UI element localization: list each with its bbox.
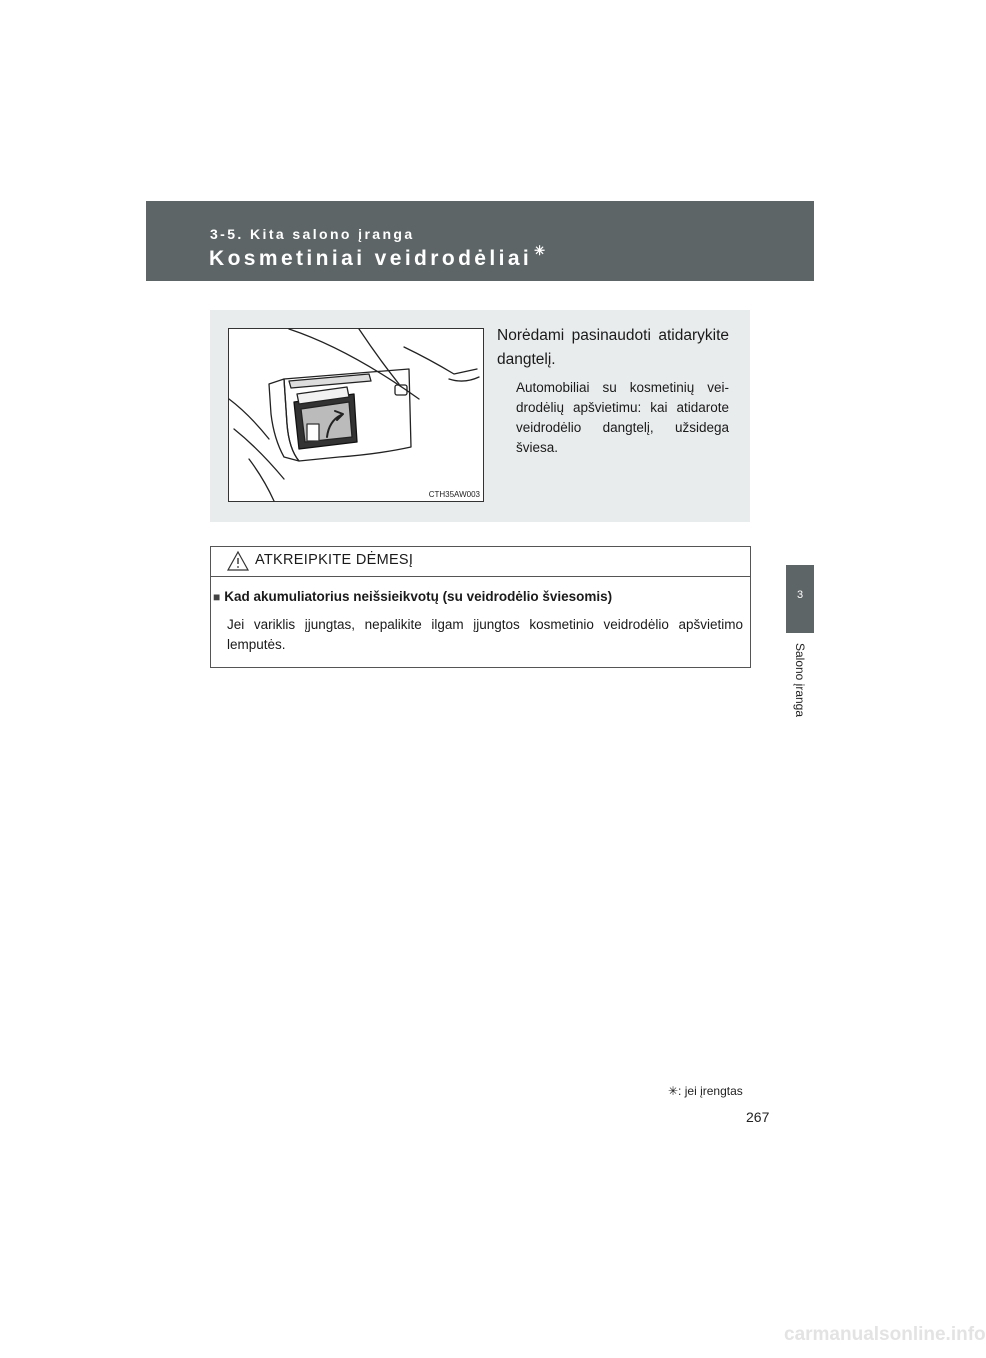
- caution-header: [211, 547, 750, 577]
- optional-equipment-mark: ✳: [534, 243, 549, 258]
- caution-subheading-text: Kad akumuliatorius neišsieikvotų (su veidrodėlio šviesomis): [224, 589, 613, 604]
- page-number: 267: [746, 1109, 770, 1125]
- page-title: [209, 243, 549, 271]
- chapter-label: Salono įranga: [793, 642, 807, 718]
- caution-title: ATKREIPKITE DĖMESĮ: [255, 552, 414, 568]
- section-label: 3-5. Kita salono įranga: [210, 226, 415, 242]
- bullet-square-icon: ■: [213, 590, 221, 604]
- page-title-text: Kosmetiniai veidrodėliai: [209, 247, 533, 270]
- caution-box: [210, 546, 751, 668]
- vanity-mirror-drawing: [229, 329, 483, 501]
- chapter-tab: 3: [786, 565, 814, 633]
- image-code: CTH35AW003: [428, 490, 480, 499]
- instruction-text: Norėdami pasinaudoti atidarykite dangtelį.: [497, 327, 729, 368]
- footnote: ✳: jei įrengtas: [668, 1084, 743, 1098]
- sun-visor-illustration: [228, 328, 484, 502]
- info-box: [210, 310, 750, 522]
- section-header: [146, 201, 814, 281]
- lighting-note: Automobiliai su kosmetinių veidrodėlių apšvietimu: kai atidarote veidrodėlio dangtelį, užsidega šviesa.: [516, 380, 729, 455]
- caution-body: Jei variklis įjungtas, nepalikite ilgam įjungtos kosmetinio veidrodėlio apšvietimo lemputės.: [227, 617, 743, 652]
- caution-subheading: [213, 589, 612, 604]
- warning-triangle-icon: [227, 551, 249, 571]
- watermark: carmanualsonline.info: [784, 1324, 986, 1345]
